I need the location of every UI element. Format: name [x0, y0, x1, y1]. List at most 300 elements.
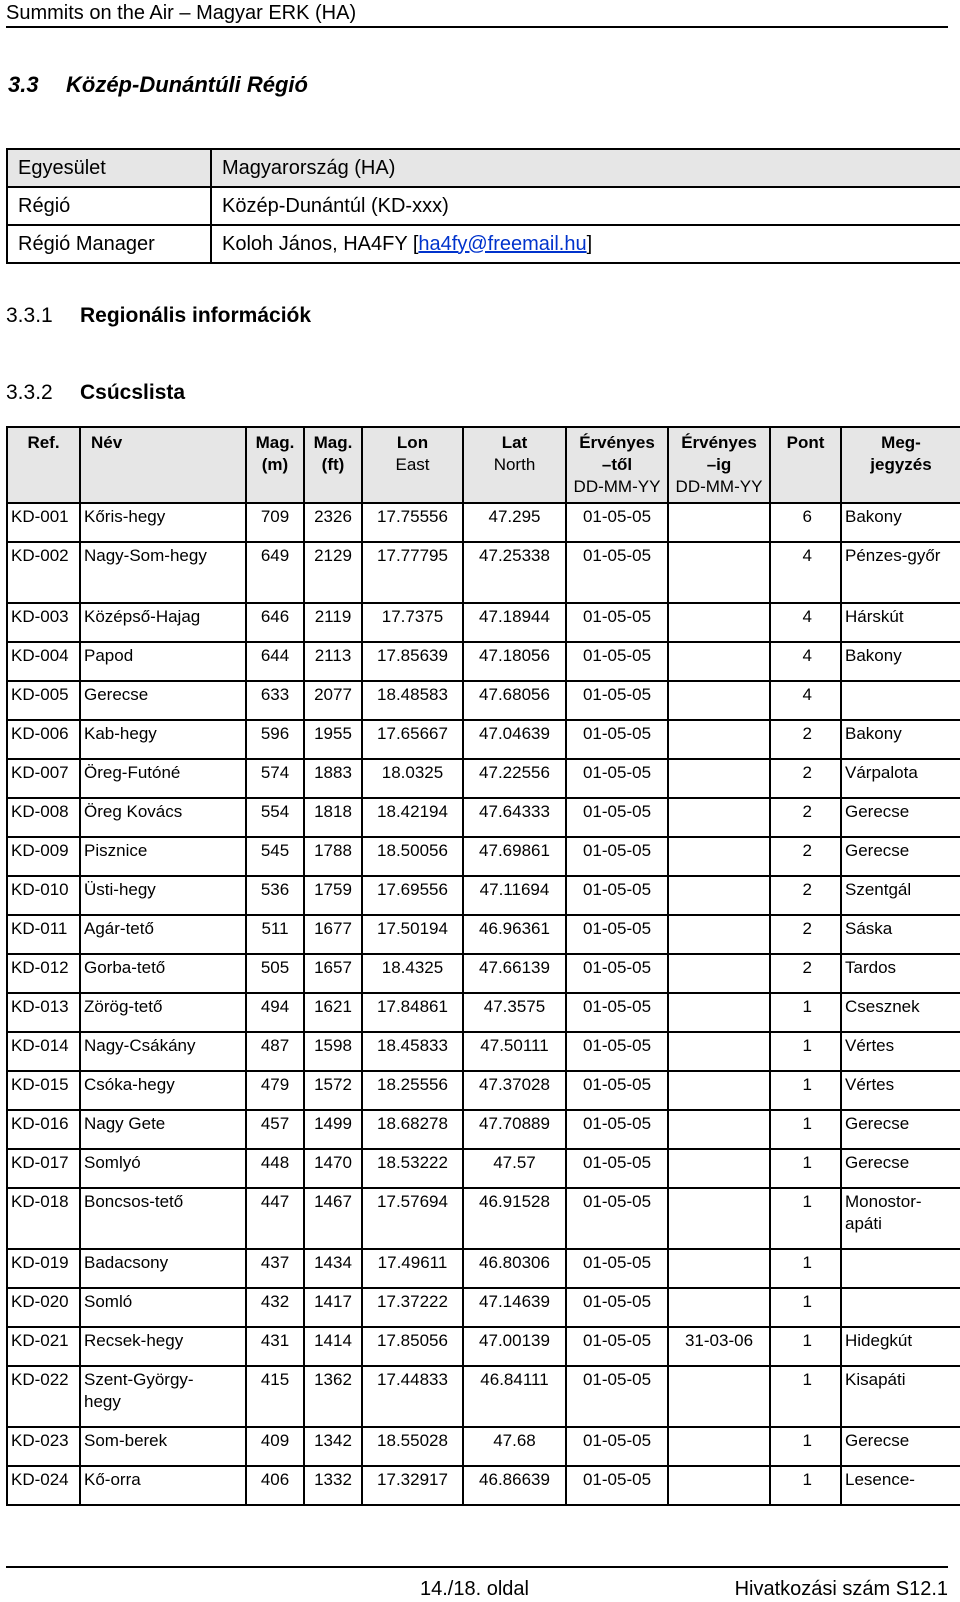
cell-height-ft: 1467	[304, 1188, 362, 1249]
cell-points: 1	[770, 1249, 841, 1288]
cell-name: Boncsos-tető	[80, 1188, 246, 1249]
cell-lon: 17.77795	[362, 542, 463, 603]
cell-height-ft: 1414	[304, 1327, 362, 1366]
cell-height-ft: 1818	[304, 798, 362, 837]
cell-notes: Gerecse	[841, 1149, 960, 1188]
cell-valid-from: 01-05-05	[566, 1466, 668, 1505]
table-row	[7, 542, 960, 603]
cell-lat: 47.69861	[463, 837, 566, 876]
cell-points: 2	[770, 954, 841, 993]
cell-notes: Hárskút	[841, 603, 960, 642]
table-row	[7, 1032, 960, 1071]
header-valid-to: Érvényes –ig DD-MM-YY	[668, 427, 770, 503]
cell-notes: Pénzes-győr	[841, 542, 960, 603]
cell-valid-from: 01-05-05	[566, 1032, 668, 1071]
cell-lon: 18.25556	[362, 1071, 463, 1110]
cell-height-m: 437	[246, 1249, 304, 1288]
header-valid-from: Érvényes –től DD-MM-YY	[566, 427, 668, 503]
table-row	[7, 954, 960, 993]
cell-points: 1	[770, 1032, 841, 1071]
cell-valid-to	[668, 720, 770, 759]
cell-notes: Tardos	[841, 954, 960, 993]
cell-lat: 47.3575	[463, 993, 566, 1032]
manager-name: Koloh János, HA4FY [	[222, 232, 419, 255]
cell-name: Öreg-Futóné	[80, 759, 246, 798]
cell-height-ft: 1362	[304, 1366, 362, 1427]
cell-points: 1	[770, 1071, 841, 1110]
cell-notes: Gerecse	[841, 798, 960, 837]
cell-lat: 47.57	[463, 1149, 566, 1188]
cell-lat: 47.22556	[463, 759, 566, 798]
cell-height-m: 646	[246, 603, 304, 642]
cell-height-ft: 1677	[304, 915, 362, 954]
cell-name: Szent-György-hegy	[80, 1366, 246, 1427]
cell-lon: 17.84861	[362, 993, 463, 1032]
page-number: 14./18. oldal	[420, 1578, 529, 1600]
cell-valid-to	[668, 603, 770, 642]
subsection-heading-peaks	[6, 381, 185, 405]
cell-lat: 47.04639	[463, 720, 566, 759]
cell-height-m: 545	[246, 837, 304, 876]
cell-height-m: 596	[246, 720, 304, 759]
cell-lon: 18.55028	[362, 1427, 463, 1466]
table-row	[7, 837, 960, 876]
cell-name: Nagy-Csákány	[80, 1032, 246, 1071]
info-row	[7, 187, 960, 225]
subsection-number: 3.3.1	[6, 304, 53, 327]
header-name: Név	[80, 427, 246, 503]
section-number: 3.3	[8, 72, 39, 97]
cell-notes: Gerecse	[841, 1110, 960, 1149]
cell-height-ft: 1417	[304, 1288, 362, 1327]
cell-lat: 47.68	[463, 1427, 566, 1466]
cell-lon: 17.75556	[362, 503, 463, 542]
cell-valid-to	[668, 1249, 770, 1288]
cell-points: 1	[770, 993, 841, 1032]
cell-notes: Gerecse	[841, 837, 960, 876]
cell-lat: 47.50111	[463, 1032, 566, 1071]
cell-points: 2	[770, 798, 841, 837]
cell-points: 1	[770, 1366, 841, 1427]
cell-valid-to	[668, 1071, 770, 1110]
cell-valid-to	[668, 1149, 770, 1188]
cell-valid-to	[668, 1032, 770, 1071]
cell-lat: 47.14639	[463, 1288, 566, 1327]
info-value	[211, 225, 960, 263]
cell-ref: KD-022	[7, 1366, 80, 1427]
table-row	[7, 798, 960, 837]
cell-name: Recsek-hegy	[80, 1327, 246, 1366]
cell-lat: 46.80306	[463, 1249, 566, 1288]
cell-notes	[841, 1288, 960, 1327]
cell-notes: Várpalota	[841, 759, 960, 798]
cell-points: 2	[770, 876, 841, 915]
header-points: Pont	[770, 427, 841, 503]
cell-ref: KD-004	[7, 642, 80, 681]
cell-notes	[841, 681, 960, 720]
cell-name: Badacsony	[80, 1249, 246, 1288]
cell-lat: 47.295	[463, 503, 566, 542]
cell-ref: KD-003	[7, 603, 80, 642]
cell-height-ft: 1759	[304, 876, 362, 915]
cell-height-m: 415	[246, 1366, 304, 1427]
cell-name: Agár-tető	[80, 915, 246, 954]
cell-lon: 18.53222	[362, 1149, 463, 1188]
cell-lon: 18.50056	[362, 837, 463, 876]
table-row	[7, 759, 960, 798]
cell-valid-from: 01-05-05	[566, 993, 668, 1032]
cell-valid-from: 01-05-05	[566, 876, 668, 915]
cell-ref: KD-009	[7, 837, 80, 876]
cell-name: Csóka-hegy	[80, 1071, 246, 1110]
cell-height-m: 574	[246, 759, 304, 798]
cell-valid-from: 01-05-05	[566, 915, 668, 954]
cell-notes: Bakony	[841, 642, 960, 681]
cell-height-ft: 2326	[304, 503, 362, 542]
table-header-row	[7, 427, 960, 503]
cell-valid-from: 01-05-05	[566, 1288, 668, 1327]
cell-valid-to	[668, 1110, 770, 1149]
cell-height-ft: 1621	[304, 993, 362, 1032]
cell-lon: 17.50194	[362, 915, 463, 954]
cell-height-m: 644	[246, 642, 304, 681]
cell-lon: 18.48583	[362, 681, 463, 720]
cell-name: Zörög-tető	[80, 993, 246, 1032]
cell-height-m: 554	[246, 798, 304, 837]
info-row	[7, 149, 960, 187]
cell-height-m: 432	[246, 1288, 304, 1327]
cell-valid-to	[668, 1366, 770, 1427]
cell-notes: Monostor-apáti	[841, 1188, 960, 1249]
cell-lat: 46.86639	[463, 1466, 566, 1505]
cell-points: 2	[770, 837, 841, 876]
cell-lat: 47.00139	[463, 1327, 566, 1366]
cell-valid-to	[668, 1288, 770, 1327]
cell-points: 1	[770, 1327, 841, 1366]
cell-ref: KD-002	[7, 542, 80, 603]
cell-valid-from: 01-05-05	[566, 642, 668, 681]
table-row	[7, 1466, 960, 1505]
cell-height-ft: 1883	[304, 759, 362, 798]
region-info-table	[6, 148, 960, 264]
summit-list-table	[6, 426, 960, 1506]
cell-height-ft: 1657	[304, 954, 362, 993]
cell-lon: 17.57694	[362, 1188, 463, 1249]
section-heading	[8, 72, 308, 98]
cell-valid-to	[668, 837, 770, 876]
cell-valid-to	[668, 915, 770, 954]
cell-lat: 47.11694	[463, 876, 566, 915]
cell-valid-from: 01-05-05	[566, 681, 668, 720]
cell-valid-to	[668, 1188, 770, 1249]
cell-lat: 47.18944	[463, 603, 566, 642]
summit-list-body	[7, 503, 960, 1505]
reference-number: Hivatkozási szám S12.1	[734, 1578, 948, 1600]
cell-valid-from: 01-05-05	[566, 1366, 668, 1427]
cell-valid-to	[668, 993, 770, 1032]
manager-bracket: ]	[586, 232, 593, 255]
cell-height-m: 649	[246, 542, 304, 603]
cell-lon: 17.37222	[362, 1288, 463, 1327]
cell-lon: 17.65667	[362, 720, 463, 759]
cell-ref: KD-007	[7, 759, 80, 798]
cell-valid-to	[668, 503, 770, 542]
info-row-manager	[7, 225, 960, 263]
cell-ref: KD-019	[7, 1249, 80, 1288]
table-row	[7, 1288, 960, 1327]
cell-notes: Sáska	[841, 915, 960, 954]
cell-name: Som-berek	[80, 1427, 246, 1466]
cell-valid-to	[668, 759, 770, 798]
cell-lon: 17.85639	[362, 642, 463, 681]
cell-points: 2	[770, 720, 841, 759]
cell-points: 1	[770, 1288, 841, 1327]
manager-email-link[interactable]: ha4fy@freemail.hu	[418, 232, 587, 255]
document-header	[6, 0, 948, 28]
cell-height-ft: 1955	[304, 720, 362, 759]
document-title: Summits on the Air – Magyar ERK (HA)	[6, 2, 357, 24]
cell-ref: KD-014	[7, 1032, 80, 1071]
info-label: Egyesület	[7, 149, 211, 187]
info-value: Közép-Dunántúl (KD-xxx)	[211, 187, 960, 225]
cell-valid-to	[668, 1466, 770, 1505]
cell-name: Kab-hegy	[80, 720, 246, 759]
cell-height-ft: 1332	[304, 1466, 362, 1505]
cell-lat: 47.18056	[463, 642, 566, 681]
info-label: Régió	[7, 187, 211, 225]
cell-valid-to: 31-03-06	[668, 1327, 770, 1366]
table-row	[7, 1366, 960, 1427]
cell-height-m: 536	[246, 876, 304, 915]
cell-ref: KD-001	[7, 503, 80, 542]
section-title: Közép-Dunántúli Régió	[66, 72, 308, 97]
cell-points: 1	[770, 1149, 841, 1188]
cell-valid-from: 01-05-05	[566, 759, 668, 798]
cell-points: 6	[770, 503, 841, 542]
cell-lat: 47.66139	[463, 954, 566, 993]
subsection-number: 3.3.2	[6, 381, 53, 404]
cell-valid-to	[668, 642, 770, 681]
cell-points: 2	[770, 915, 841, 954]
subsection-heading-info	[6, 304, 311, 328]
cell-lat: 46.96361	[463, 915, 566, 954]
cell-height-m: 487	[246, 1032, 304, 1071]
cell-height-ft: 2119	[304, 603, 362, 642]
header-lat: Lat North	[463, 427, 566, 503]
cell-height-m: 633	[246, 681, 304, 720]
cell-ref: KD-011	[7, 915, 80, 954]
table-row	[7, 876, 960, 915]
cell-points: 1	[770, 1188, 841, 1249]
cell-lon: 17.44833	[362, 1366, 463, 1427]
cell-lon: 18.45833	[362, 1032, 463, 1071]
cell-height-ft: 1470	[304, 1149, 362, 1188]
cell-valid-from: 01-05-05	[566, 1249, 668, 1288]
cell-valid-from: 01-05-05	[566, 1327, 668, 1366]
cell-lon: 17.7375	[362, 603, 463, 642]
table-row	[7, 503, 960, 542]
cell-notes: Kisapáti	[841, 1366, 960, 1427]
cell-lat: 47.25338	[463, 542, 566, 603]
cell-valid-from: 01-05-05	[566, 1149, 668, 1188]
cell-valid-from: 01-05-05	[566, 798, 668, 837]
cell-name: Somló	[80, 1288, 246, 1327]
cell-ref: KD-021	[7, 1327, 80, 1366]
info-label: Régió Manager	[7, 225, 211, 263]
table-row	[7, 681, 960, 720]
cell-valid-to	[668, 876, 770, 915]
cell-points: 1	[770, 1427, 841, 1466]
cell-ref: KD-023	[7, 1427, 80, 1466]
cell-valid-from: 01-05-05	[566, 1071, 668, 1110]
cell-valid-from: 01-05-05	[566, 954, 668, 993]
cell-lat: 47.37028	[463, 1071, 566, 1110]
table-row	[7, 993, 960, 1032]
cell-lon: 17.49611	[362, 1249, 463, 1288]
cell-height-ft: 1342	[304, 1427, 362, 1466]
cell-lat: 46.91528	[463, 1188, 566, 1249]
table-row	[7, 1110, 960, 1149]
cell-ref: KD-024	[7, 1466, 80, 1505]
cell-valid-from: 01-05-05	[566, 1188, 668, 1249]
cell-notes: Gerecse	[841, 1427, 960, 1466]
header-notes: Meg- jegyzés	[841, 427, 960, 503]
cell-points: 4	[770, 681, 841, 720]
cell-valid-to	[668, 798, 770, 837]
cell-lat: 46.84111	[463, 1366, 566, 1427]
cell-points: 4	[770, 642, 841, 681]
cell-lon: 18.4325	[362, 954, 463, 993]
cell-height-ft: 1434	[304, 1249, 362, 1288]
subsection-title: Regionális információk	[80, 304, 312, 327]
cell-height-m: 709	[246, 503, 304, 542]
cell-height-m: 494	[246, 993, 304, 1032]
cell-ref: KD-017	[7, 1149, 80, 1188]
cell-valid-from: 01-05-05	[566, 1110, 668, 1149]
cell-lon: 17.85056	[362, 1327, 463, 1366]
cell-ref: KD-015	[7, 1071, 80, 1110]
cell-height-m: 409	[246, 1427, 304, 1466]
table-row	[7, 603, 960, 642]
cell-height-m: 448	[246, 1149, 304, 1188]
cell-height-ft: 2077	[304, 681, 362, 720]
cell-notes: Bakony	[841, 503, 960, 542]
cell-lat: 47.64333	[463, 798, 566, 837]
cell-lat: 47.68056	[463, 681, 566, 720]
cell-points: 1	[770, 1466, 841, 1505]
table-row	[7, 642, 960, 681]
cell-valid-from: 01-05-05	[566, 837, 668, 876]
table-row	[7, 1249, 960, 1288]
document-footer	[6, 1566, 948, 1602]
cell-height-m: 457	[246, 1110, 304, 1149]
cell-name: Üsti-hegy	[80, 876, 246, 915]
cell-lon: 17.32917	[362, 1466, 463, 1505]
cell-points: 1	[770, 1110, 841, 1149]
cell-lat: 47.70889	[463, 1110, 566, 1149]
cell-name: Pisznice	[80, 837, 246, 876]
cell-name: Öreg Kovács	[80, 798, 246, 837]
cell-valid-to	[668, 954, 770, 993]
cell-name: Kő-orra	[80, 1466, 246, 1505]
cell-height-m: 406	[246, 1466, 304, 1505]
header-lon: Lon East	[362, 427, 463, 503]
cell-valid-to	[668, 542, 770, 603]
cell-valid-to	[668, 1427, 770, 1466]
table-row	[7, 1327, 960, 1366]
cell-ref: KD-012	[7, 954, 80, 993]
cell-name: Nagy-Som-hegy	[80, 542, 246, 603]
header-height-m: Mag. (m)	[246, 427, 304, 503]
cell-valid-to	[668, 681, 770, 720]
cell-notes: Szentgál	[841, 876, 960, 915]
cell-points: 4	[770, 603, 841, 642]
cell-valid-from: 01-05-05	[566, 503, 668, 542]
cell-notes: Lesence-	[841, 1466, 960, 1505]
cell-ref: KD-010	[7, 876, 80, 915]
cell-name: Somlyó	[80, 1149, 246, 1188]
table-row	[7, 1071, 960, 1110]
table-row	[7, 1188, 960, 1249]
cell-lon: 18.42194	[362, 798, 463, 837]
cell-valid-from: 01-05-05	[566, 542, 668, 603]
cell-lon: 17.69556	[362, 876, 463, 915]
table-row	[7, 720, 960, 759]
cell-name: Gorba-tető	[80, 954, 246, 993]
cell-notes: Vértes	[841, 1032, 960, 1071]
cell-height-ft: 1598	[304, 1032, 362, 1071]
cell-ref: KD-006	[7, 720, 80, 759]
table-row	[7, 1149, 960, 1188]
cell-ref: KD-016	[7, 1110, 80, 1149]
cell-height-ft: 1572	[304, 1071, 362, 1110]
cell-points: 2	[770, 759, 841, 798]
cell-lon: 18.68278	[362, 1110, 463, 1149]
cell-height-m: 479	[246, 1071, 304, 1110]
cell-height-ft: 2113	[304, 642, 362, 681]
cell-name: Papod	[80, 642, 246, 681]
cell-name: Középső-Hajag	[80, 603, 246, 642]
cell-notes: Csesznek	[841, 993, 960, 1032]
cell-notes: Hidegkút	[841, 1327, 960, 1366]
cell-notes	[841, 1249, 960, 1288]
cell-ref: KD-008	[7, 798, 80, 837]
cell-height-ft: 1788	[304, 837, 362, 876]
info-value: Magyarország (HA)	[211, 149, 960, 187]
cell-points: 4	[770, 542, 841, 603]
subsection-title: Csúcslista	[80, 381, 186, 404]
table-row	[7, 915, 960, 954]
table-row	[7, 1427, 960, 1466]
cell-lon: 18.0325	[362, 759, 463, 798]
cell-valid-from: 01-05-05	[566, 603, 668, 642]
cell-ref: KD-005	[7, 681, 80, 720]
cell-ref: KD-020	[7, 1288, 80, 1327]
header-ref: Ref.	[7, 427, 80, 503]
header-height-ft: Mag. (ft)	[304, 427, 362, 503]
cell-height-m: 511	[246, 915, 304, 954]
cell-ref: KD-018	[7, 1188, 80, 1249]
cell-valid-from: 01-05-05	[566, 1427, 668, 1466]
cell-ref: KD-013	[7, 993, 80, 1032]
cell-height-ft: 1499	[304, 1110, 362, 1149]
cell-name: Nagy Gete	[80, 1110, 246, 1149]
cell-valid-from: 01-05-05	[566, 720, 668, 759]
cell-name: Kőris-hegy	[80, 503, 246, 542]
cell-height-m: 505	[246, 954, 304, 993]
cell-notes: Bakony	[841, 720, 960, 759]
cell-notes: Vértes	[841, 1071, 960, 1110]
